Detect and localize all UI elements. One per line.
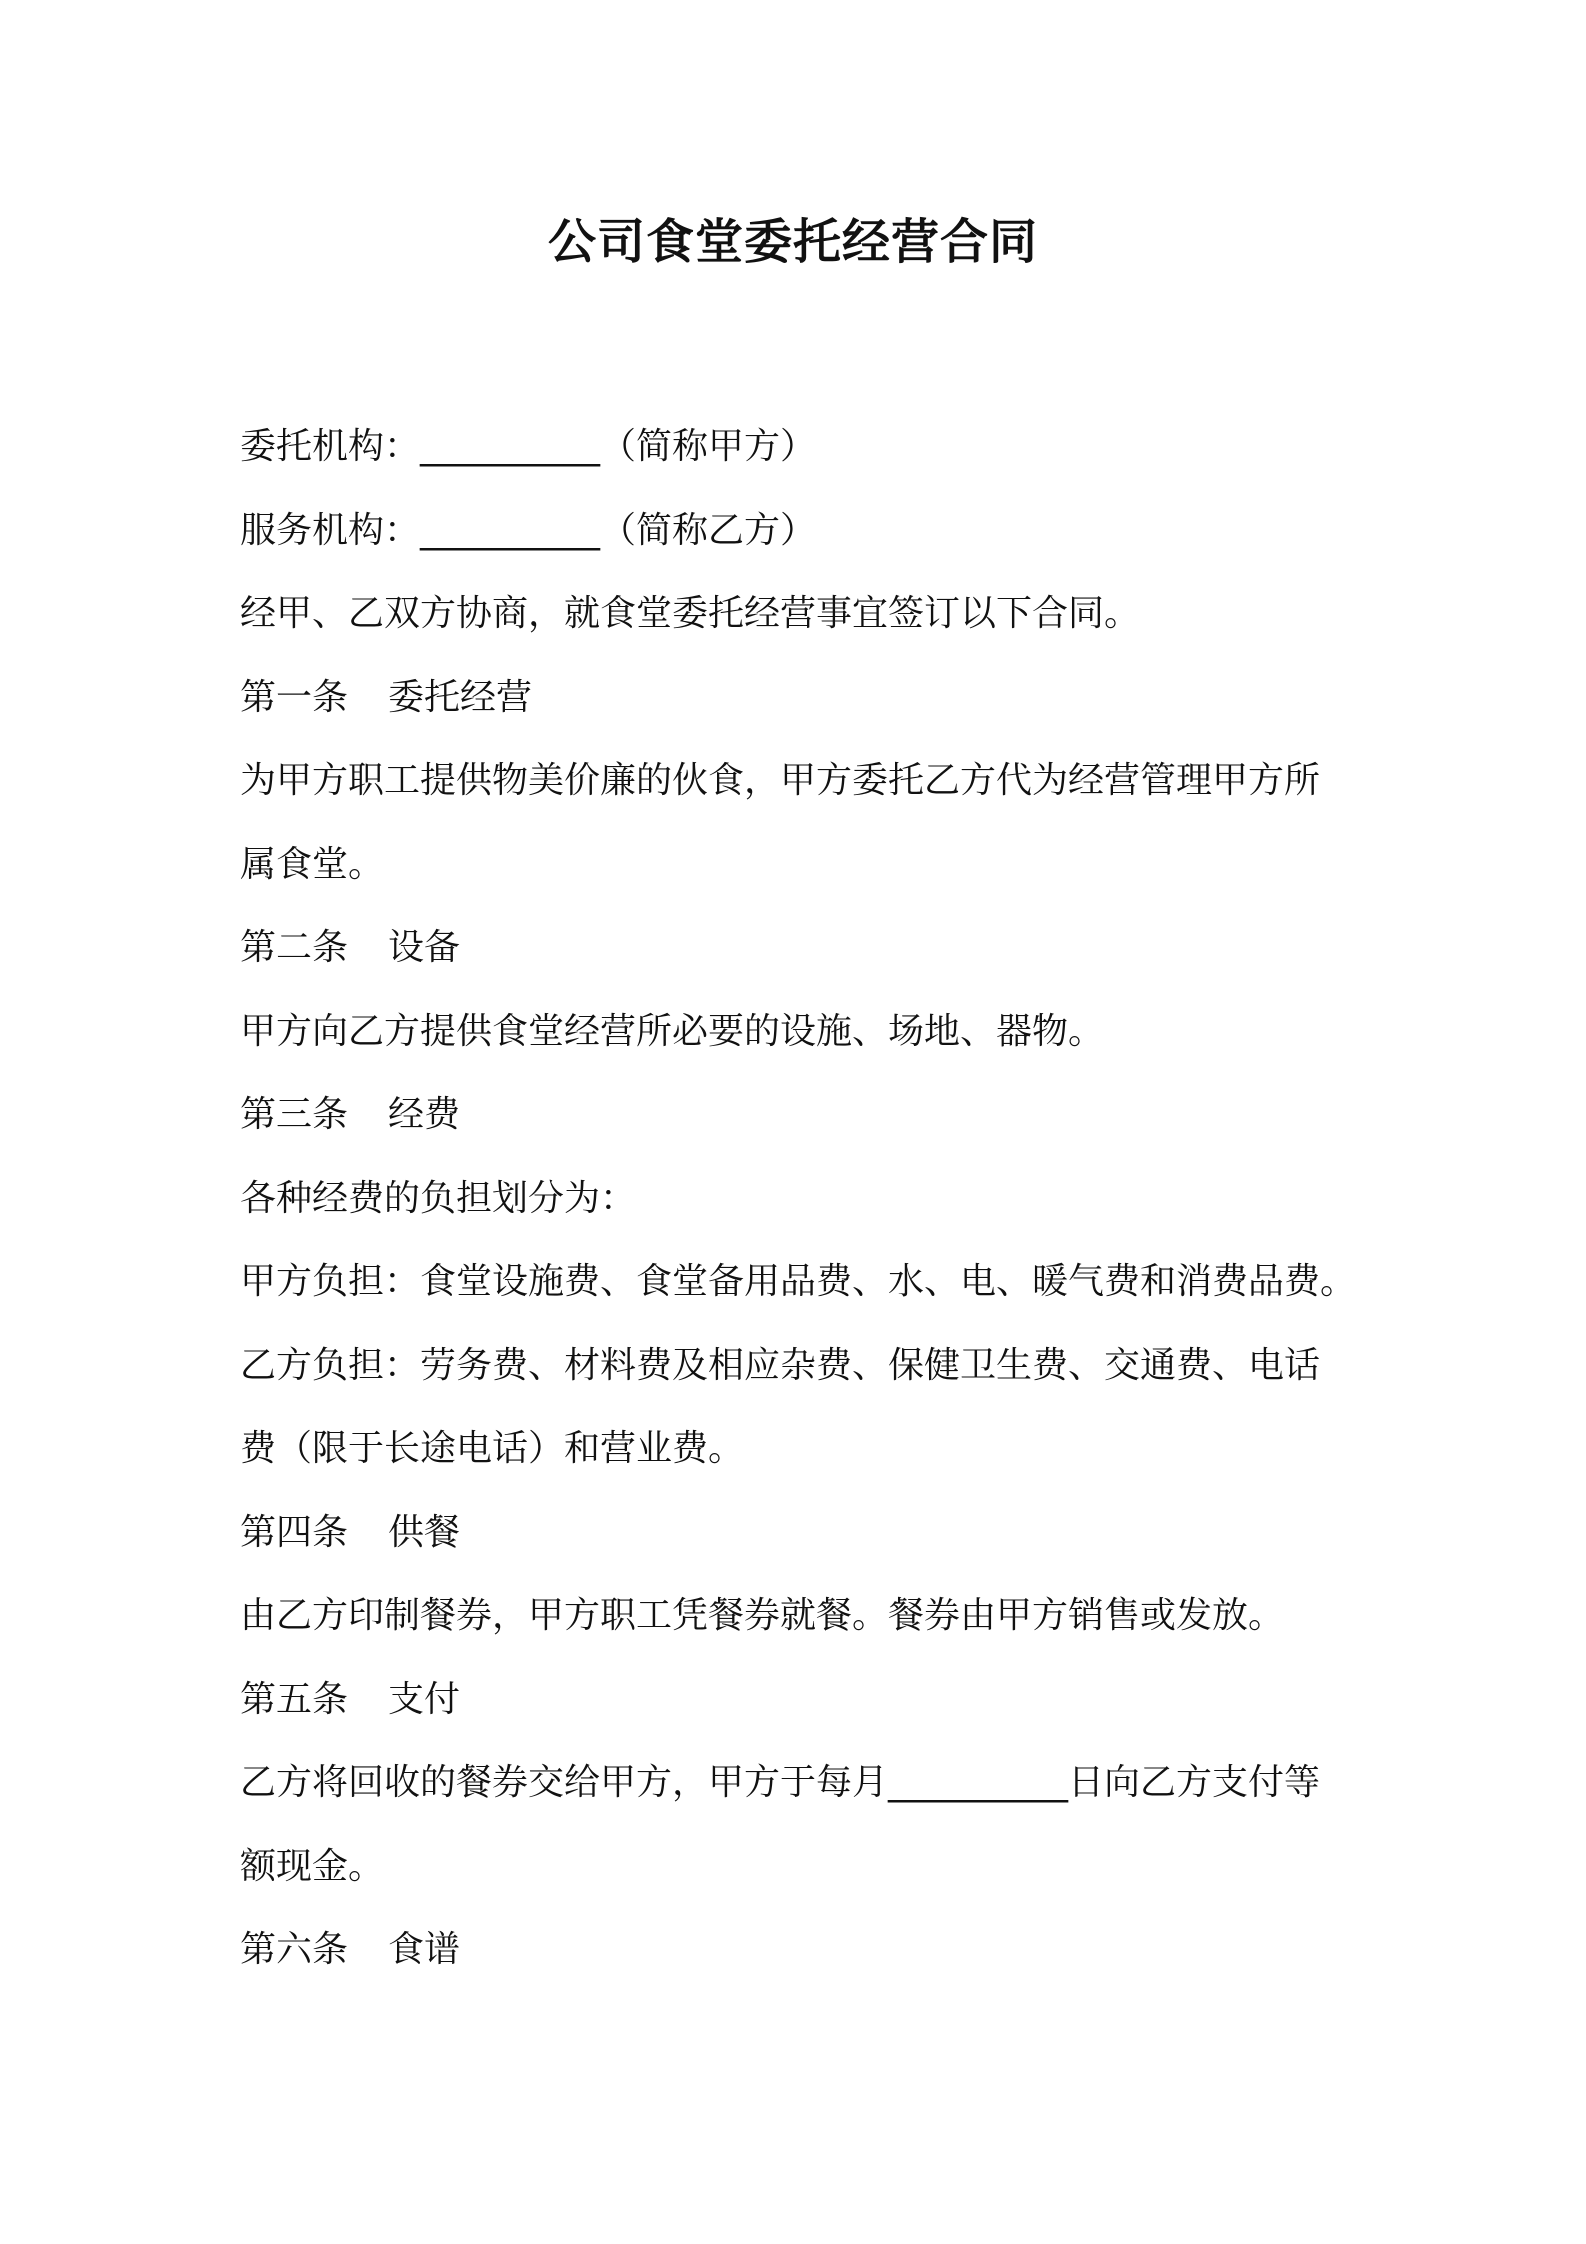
article-number: 第一条 — [240, 676, 349, 718]
paragraph-line: 由乙方印制餐券，甲方职工凭餐券就餐。餐券由甲方销售或发放。 — [240, 1595, 1285, 1636]
document-body — [240, 405, 1360, 1992]
party-a-line: 委托机构：__________（简称甲方） — [240, 426, 817, 467]
paragraph-line: 为甲方职工提供物美价廉的伙食，甲方委托乙方代为经营管理甲方所 — [240, 760, 1321, 801]
article-3-heading — [240, 1073, 1360, 1157]
paragraph-line: 乙方将回收的餐券交给甲方，甲方于每月__________日向乙方支付等 — [240, 1762, 1321, 1803]
paragraph-line: 费（限于长途电话）和营业费。 — [240, 1428, 745, 1469]
article-title: 委托经营 — [388, 676, 533, 718]
paragraph-line: 甲方负担：食堂设施费、食堂备用品费、水、电、暖气费和消费品费。 — [240, 1261, 1357, 1302]
article-4-heading — [240, 1491, 1360, 1575]
article-number: 第六条 — [240, 1929, 349, 1970]
party-b-line: 服务机构：__________（简称乙方） — [240, 509, 817, 551]
paragraph-line: 甲方向乙方提供食堂经营所必要的设施、场地、器物。 — [240, 1010, 1105, 1052]
article-number: 第四条 — [240, 1511, 349, 1553]
article-title: 支付 — [388, 1678, 461, 1720]
article-number: 第三条 — [240, 1094, 349, 1135]
article-6-heading — [240, 1908, 1360, 1992]
article-number: 第二条 — [240, 927, 349, 968]
article-title: 食谱 — [388, 1929, 461, 1970]
document-title: 公司食堂委托经营合同 — [547, 214, 1038, 270]
article-title: 经费 — [388, 1094, 461, 1135]
article-5-heading — [240, 1658, 1360, 1742]
paragraph-line: 额现金。 — [240, 1845, 385, 1887]
paragraph-line: 各种经费的负担划分为： — [240, 1177, 637, 1219]
article-1-heading — [240, 656, 1360, 740]
preamble-line: 经甲、乙双方协商，就食堂委托经营事宜签订以下合同。 — [240, 593, 1141, 634]
article-2-heading — [240, 906, 1360, 990]
paragraph-line: 乙方负担：劳务费、材料费及相应杂费、保健卫生费、交通费、电话 — [240, 1344, 1321, 1386]
article-title: 供餐 — [388, 1511, 461, 1553]
article-title: 设备 — [388, 927, 461, 968]
paragraph-line: 属食堂。 — [240, 843, 385, 885]
article-number: 第五条 — [240, 1678, 349, 1720]
